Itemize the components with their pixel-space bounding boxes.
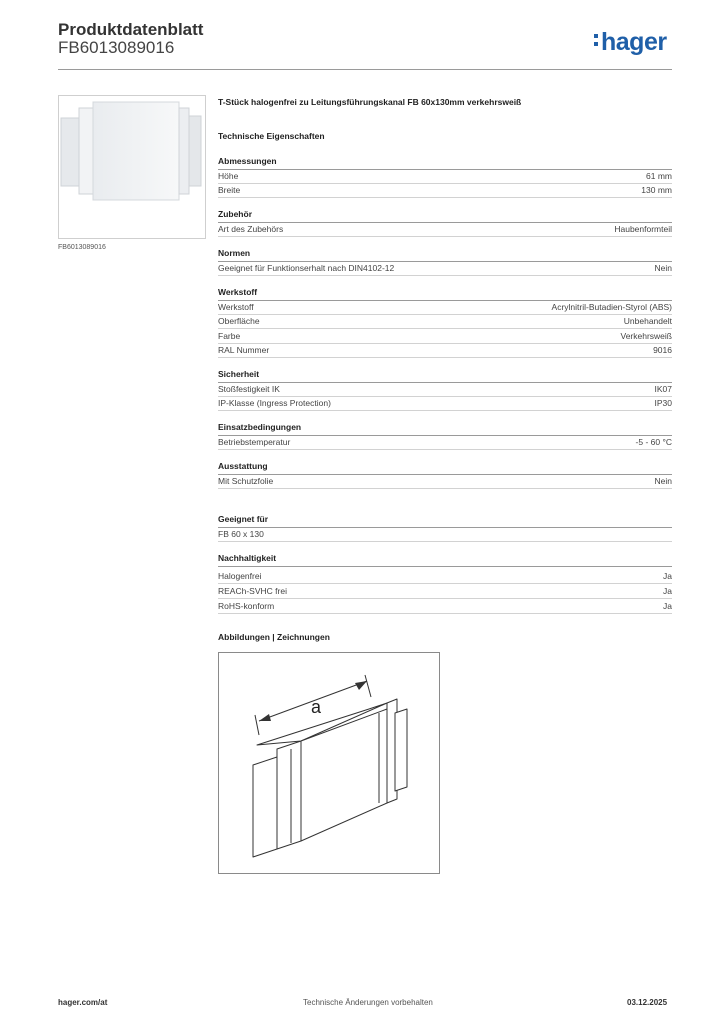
section-werkstoff-title: Werkstoff (218, 287, 672, 301)
section-nachhaltigkeit-title: Nachhaltigkeit (218, 553, 672, 567)
spec-key: Betriebstemperatur (218, 437, 291, 447)
spec-row (218, 528, 672, 542)
spec-key: Farbe (218, 331, 241, 341)
footer-date: 03.12.2025 (627, 998, 668, 1007)
spec-value: Verkehrsweiß (620, 331, 672, 341)
spec-row (218, 262, 672, 276)
section-normen-title: Normen (218, 248, 672, 262)
product-heading: T-Stück halogenfrei zu Leitungsführungskanal FB 60x130mm verkehrsweiß (218, 97, 522, 107)
spec-row (218, 436, 672, 450)
section-abmessungen-title: Abmessungen (218, 156, 672, 170)
spec-row (218, 184, 672, 198)
spec-key: RAL Nummer (218, 345, 270, 355)
spec-key: Mit Schutzfolie (218, 476, 274, 486)
section-zubehoer-title: Zubehör (218, 209, 672, 223)
spec-key: Halogenfrei (218, 571, 262, 581)
spec-value: Ja (663, 601, 672, 611)
header-divider (58, 69, 672, 70)
brand-logo (594, 28, 667, 57)
section-geeignet-title: Geeignet für (218, 514, 672, 528)
spec-key: REACh-SVHC frei (218, 586, 287, 596)
spec-row (218, 383, 672, 397)
spec-key: Geeignet für Funktionserhalt nach DIN4102-12 (218, 263, 395, 273)
spec-value: 130 mm (641, 185, 672, 195)
document-number: FB6013089016 (58, 38, 175, 57)
spec-value: IP30 (654, 398, 672, 408)
spec-row (218, 315, 672, 329)
drawings-heading: Abbildungen | Zeichnungen (218, 632, 330, 642)
spec-value: Unbehandelt (623, 316, 672, 326)
spec-row (218, 330, 672, 344)
spec-row (218, 301, 672, 315)
spec-value: Ja (663, 586, 672, 596)
logo-dots-icon (594, 34, 599, 50)
spec-key: FB 60 x 130 (218, 529, 264, 539)
spec-row (218, 570, 672, 584)
spec-row (218, 223, 672, 237)
section-ausstattung-title: Ausstattung (218, 461, 672, 475)
product-image (58, 95, 206, 239)
image-caption: FB6013089016 (58, 244, 106, 251)
footer-website: hager.com/at (58, 998, 108, 1007)
spec-value: -5 - 60 °C (635, 437, 672, 447)
spec-key: Breite (218, 185, 241, 195)
spec-value: IK07 (654, 384, 672, 394)
dimension-label: a (311, 697, 322, 717)
spec-key: Oberfläche (218, 316, 260, 326)
section-einsatz-title: Einsatzbedingungen (218, 422, 672, 436)
spec-row (218, 344, 672, 358)
spec-value: 9016 (653, 345, 672, 355)
spec-row (218, 170, 672, 184)
spec-key: Stoßfestigkeit IK (218, 384, 280, 394)
spec-row (218, 600, 672, 614)
document-title: Produktdatenblatt (58, 20, 204, 39)
spec-value: Acrylnitril-Butadien-Styrol (ABS) (551, 302, 672, 312)
spec-value: 61 mm (646, 171, 672, 181)
spec-value: Haubenformteil (614, 224, 672, 234)
spec-row (218, 585, 672, 599)
section-sicherheit-title: Sicherheit (218, 369, 672, 383)
spec-key: RoHS-konform (218, 601, 275, 611)
logo-text: hager (601, 28, 667, 56)
spec-key: Art des Zubehörs (218, 224, 284, 234)
footer-disclaimer: Technische Änderungen vorbehalten (303, 998, 433, 1007)
product-photo-icon (59, 96, 205, 238)
tech-properties-heading: Technische Eigenschaften (218, 131, 325, 141)
spec-value: Nein (654, 263, 672, 273)
t-piece-drawing-icon (219, 653, 439, 873)
technical-drawing (218, 652, 440, 874)
spec-row (218, 475, 672, 489)
spec-value: Nein (654, 476, 672, 486)
spec-value: Ja (663, 571, 672, 581)
spec-row (218, 397, 672, 411)
spec-key: Höhe (218, 171, 239, 181)
spec-key: IP-Klasse (Ingress Protection) (218, 398, 331, 408)
spec-key: Werkstoff (218, 302, 254, 312)
